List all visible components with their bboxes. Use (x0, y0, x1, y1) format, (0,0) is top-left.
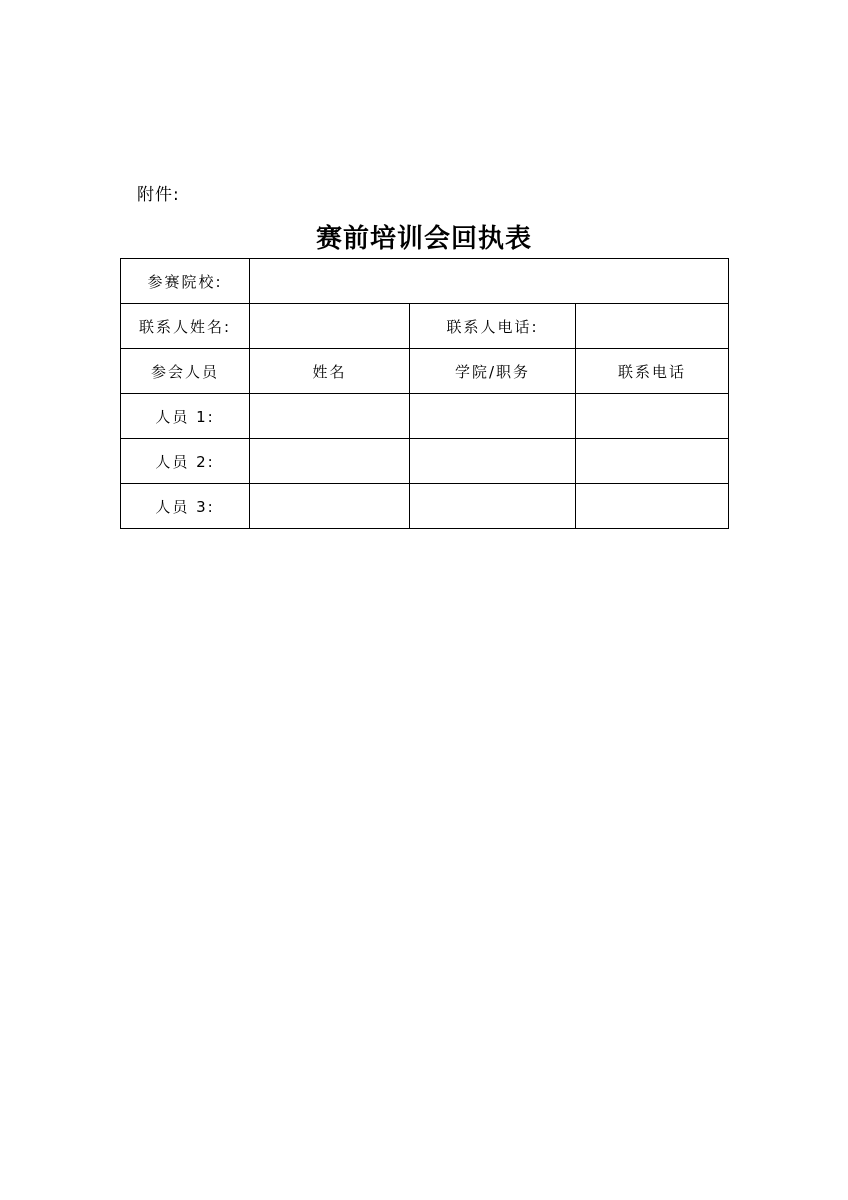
attendee-phone-cell[interactable] (576, 394, 729, 439)
attendee-college-cell[interactable] (410, 394, 576, 439)
attendee-phone-cell[interactable] (576, 484, 729, 529)
contact-phone-label: 联系人电话: (410, 304, 576, 349)
contact-name-label: 联系人姓名: (121, 304, 250, 349)
attendee-phone-cell[interactable] (576, 439, 729, 484)
school-input-cell[interactable] (250, 259, 729, 304)
attendee-name-cell[interactable] (250, 394, 410, 439)
column-header-phone: 联系电话 (576, 349, 729, 394)
attendee-name-cell[interactable] (250, 439, 410, 484)
table-row (121, 439, 729, 484)
school-label: 参赛院校: (121, 259, 250, 304)
column-header-name: 姓名 (250, 349, 410, 394)
contact-phone-input-cell[interactable] (576, 304, 729, 349)
page-title: 赛前培训会回执表 (315, 224, 532, 254)
table-row (121, 394, 729, 439)
receipt-form-table (120, 258, 729, 529)
attendee-label: 人员 2: (121, 439, 250, 484)
attendee-label: 人员 3: (121, 484, 250, 529)
school-row (121, 259, 729, 304)
attendee-label: 人员 1: (121, 394, 250, 439)
column-header-college-position: 学院/职务 (410, 349, 576, 394)
attendee-college-cell[interactable] (410, 484, 576, 529)
attachment-label: 附件: (137, 185, 180, 205)
column-header-attendee: 参会人员 (121, 349, 250, 394)
header-row (121, 349, 729, 394)
table-row (121, 484, 729, 529)
contact-row (121, 304, 729, 349)
attendee-name-cell[interactable] (250, 484, 410, 529)
attendee-college-cell[interactable] (410, 439, 576, 484)
contact-name-input-cell[interactable] (250, 304, 410, 349)
